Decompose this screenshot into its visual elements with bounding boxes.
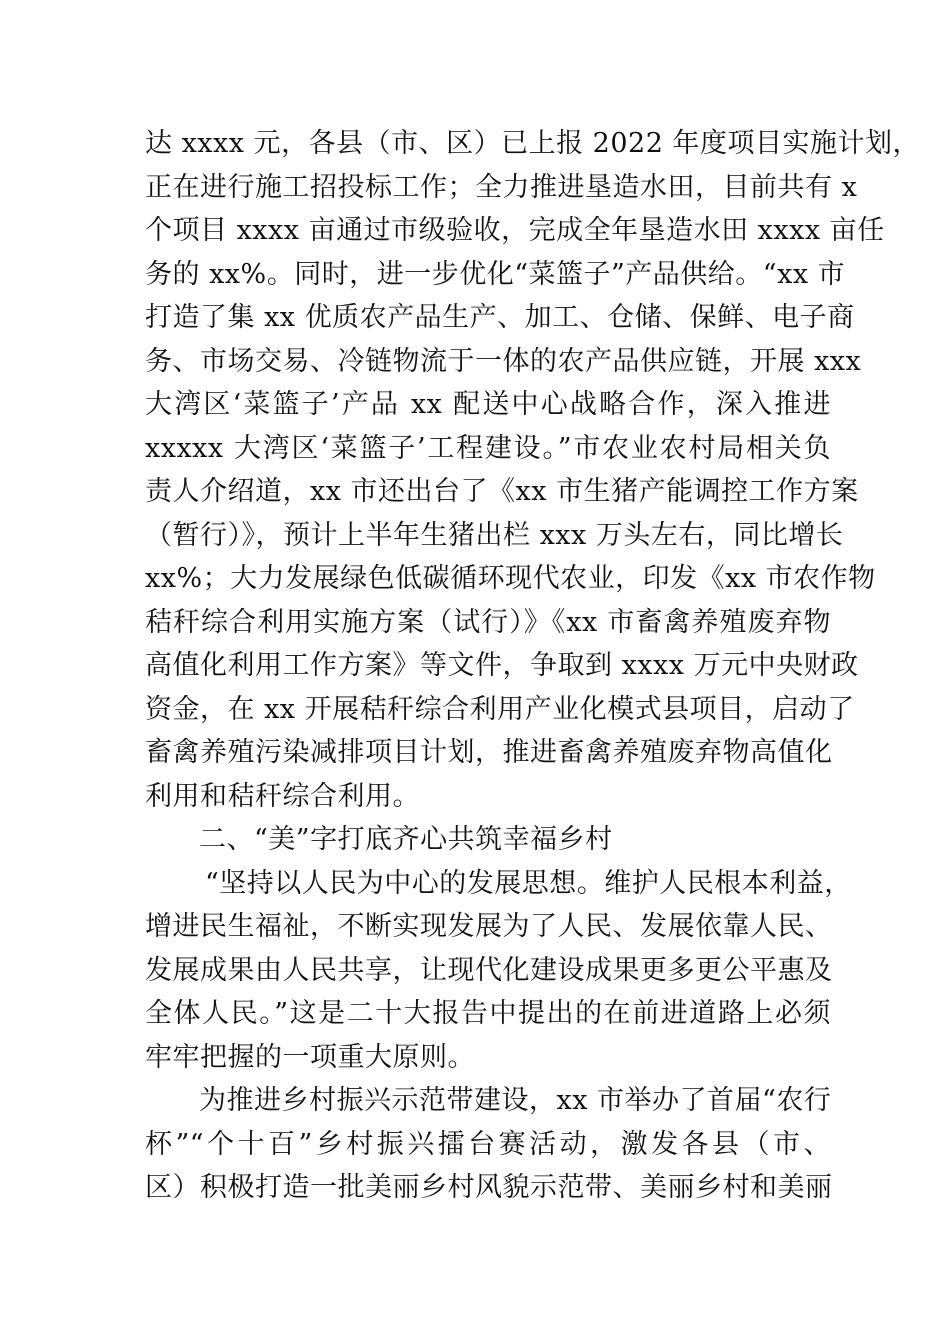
paragraph-2-line-2: 增进民生福祉，不断实现发展为了人民、发展依靠人民、 — [145, 911, 833, 942]
paragraph-1-line-3: 个项目 xxxx 亩通过市级验收，完成全年垦造水田 xxxx 亩任 — [145, 215, 885, 246]
paragraph-1-line-10: （暂行）》，预计上半年生猪出栏 xxx 万头左右，同比增长 — [145, 519, 844, 551]
paragraph-1-line-15: 畜禽养殖污染减排项目计划，推进畜禽养殖废弃物高值化 — [145, 737, 833, 768]
section-heading: 二、“美”字打底齐心共筑幸福乡村 — [199, 824, 613, 855]
paragraph-3-line-2: 杯”“个十百”乡村振兴擂台赛活动，激发各县（市、 — [145, 1128, 831, 1160]
paragraph-1-line-5: 打造了集 xx 优质农产品生产、加工、仓储、保鲜、电子商 — [145, 302, 855, 333]
paragraph-1-line-9: 责人介绍道，xx 市还出台了《xx 市生猪产能调控工作方案 — [145, 476, 859, 507]
document-body — [145, 122, 920, 1210]
paragraph-1-line-1: 达 xxxx 元，各县（市、区）已上报 2022 年度项目实施计划， — [145, 128, 920, 159]
paragraph-1-line-13: 高值化利用工作方案》等文件，争取到 xxxx 万元中央财政 — [145, 650, 859, 681]
paragraph-2-line-4: 全体人民。”这是二十大报告中提出的在前进道路上必须 — [145, 998, 831, 1029]
paragraph-1-line-8: xxxxx 大湾区‘菜篮子’工程建设。”市农业农村局相关负 — [145, 432, 831, 464]
paragraph-1-line-12: 秸秆综合利用实施方案（试行）》《xx 市畜禽养殖废弃物 — [145, 606, 831, 638]
paragraph-1-line-6: 务、市场交易、冷链物流于一体的农产品供应链，开展 xxx — [145, 345, 862, 377]
paragraph-1-line-4: 务的 xx%。同时，进一步优化“菜篮子”产品供给。“xx 市 — [145, 258, 846, 290]
paragraph-1-line-14: 资金，在 xx 开展秸秆综合利用产业化模式县项目，启动了 — [145, 693, 855, 725]
paragraph-3-line-1: 为推进乡村振兴示范带建设，xx 市举办了首届“农行 — [199, 1085, 832, 1116]
paragraph-2-line-3: 发展成果由人民共享，让现代化建设成果更多更公平惠及 — [145, 954, 833, 986]
paragraph-2-line-5: 牢牢把握的一项重大原则。 — [145, 1041, 475, 1073]
paragraph-1-line-16: 利用和秸秆综合利用。 — [145, 780, 420, 812]
paragraph-3-line-3: 区）积极打造一批美丽乡村风貌示范带、美丽乡村和美丽 — [145, 1172, 833, 1203]
paragraph-2-line-1: “坚持以人民为中心的发展思想。维护人民根本利益， — [205, 867, 852, 899]
paragraph-1-line-2: 正在进行施工招投标工作；全力推进垦造水田，目前共有 x — [145, 171, 858, 203]
paragraph-1-line-11: xx%；大力发展绿色低碳循环现代农业，印发《xx 市农作物 — [145, 563, 876, 594]
paragraph-1-line-7: 大湾区‘菜篮子’产品 xx 配送中心战略合作，深入推进 — [145, 389, 831, 420]
